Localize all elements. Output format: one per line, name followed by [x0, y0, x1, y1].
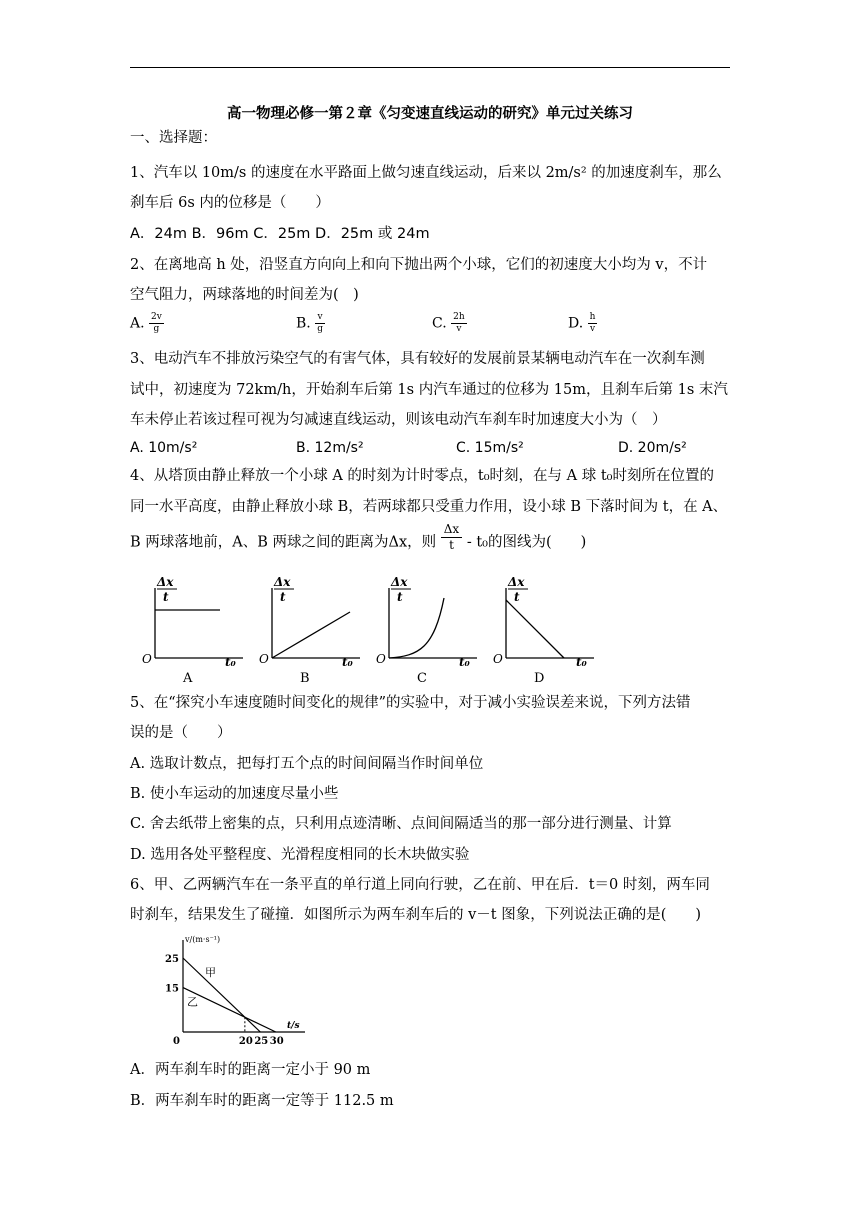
q5-option-b[interactable]: B. 使小车运动的加速度尽量小些	[130, 786, 339, 802]
q3-option-b[interactable]: B. 12m/s²	[296, 440, 364, 456]
option-label: C.	[432, 315, 447, 332]
section-heading: 一、选择题：	[130, 130, 217, 146]
q4-graph-a	[142, 575, 243, 685]
fraction-denominator: g	[153, 324, 160, 334]
q2-option-c[interactable]	[432, 312, 467, 335]
q3-line1: 3、电动汽车不排放污染空气的有害气体，具有较好的发展前景某辆电动汽车在一次刹车测	[130, 351, 705, 367]
x-tick-label: 20	[238, 1036, 253, 1047]
option-label: C	[417, 671, 427, 685]
origin-label: O	[142, 652, 152, 666]
q4-graph-d	[493, 575, 594, 685]
q1-line2: 刹车后 6s 内的位移是（ ）	[130, 195, 330, 211]
fraction-denominator: g	[317, 324, 323, 334]
page-title: 高一物理必修一第２章《匀变速直线运动的研究》单元过关练习	[227, 106, 633, 122]
y-label-denominator: t	[280, 590, 286, 604]
fraction-numerator: h	[589, 312, 596, 322]
x-tick-label: 30	[269, 1036, 284, 1047]
option-label: B	[300, 671, 310, 685]
graph-line-increasing-linear	[272, 612, 350, 658]
series-line-yi	[183, 988, 276, 1032]
q4-line3-post: - t₀的图线为( )	[466, 534, 587, 551]
graph-line-decreasing-linear	[506, 600, 564, 658]
fraction-numerator: Δx	[441, 522, 462, 538]
q6-line1: 6、甲、乙两辆汽车在一条平直的单行道上同向行驶，乙在前、甲在后．t＝0 时刻，两车同	[130, 877, 710, 893]
y-label-numerator: Δx	[391, 575, 408, 589]
fraction-denominator: v	[456, 324, 462, 334]
fraction-denominator: t	[449, 538, 454, 552]
q6-option-b[interactable]: B．两车刹车时的距离一定等于 112.5 m	[130, 1093, 394, 1109]
x-label: t₀	[342, 655, 353, 669]
y-axis-label: v/(m·s⁻¹)	[185, 935, 221, 944]
x-axis-label: t/s	[287, 1021, 300, 1031]
option-label: D.	[568, 315, 584, 332]
q4-graph-c	[376, 575, 477, 685]
fraction-denominator: v	[589, 324, 596, 334]
fraction-numerator: 2h	[453, 312, 465, 322]
q2-line2: 空气阻力，两球落地的时间差为( )	[130, 287, 359, 303]
q6-vt-graph	[155, 930, 315, 1050]
option-label: B.	[296, 315, 311, 332]
q1-line1: 1、汽车以 10m/s 的速度在水平路面上做匀速直线运动，后来以 2m/s² 的加速度刹车，那么	[130, 165, 722, 181]
y-label-numerator: Δx	[508, 575, 525, 589]
y-tick-label: 15	[165, 983, 179, 995]
q1-options: A．24m B．96m C．25m D．25m 或 24m	[130, 226, 430, 242]
y-label-denominator: t	[514, 590, 520, 604]
x-tick-label: 25	[254, 1036, 269, 1047]
q3-option-d[interactable]: D. 20m/s²	[618, 440, 687, 456]
q6-option-a[interactable]: A．两车刹车时的距离一定小于 90 m	[130, 1062, 371, 1078]
q3-option-c[interactable]: C. 15m/s²	[456, 440, 524, 456]
q2-option-a[interactable]	[130, 312, 164, 335]
option-label: A	[183, 671, 193, 685]
q4-graph-b	[259, 575, 360, 685]
q3-line2: 试中，初速度为 72km/h，开始刹车后第 1s 内汽车通过的位移为 15m，且刹车后第 1s 末汽	[130, 382, 728, 398]
q4-line3	[130, 522, 587, 553]
q3-option-a[interactable]: A. 10m/s²	[130, 440, 198, 456]
q5-option-c[interactable]: C. 舍去纸带上密集的点，只利用点迹清晰、点间间隔适当的那一部分进行测量、计算	[130, 816, 672, 832]
y-tick-label: 25	[165, 954, 179, 965]
q5-line1: 5、在“探究小车速度随时间变化的规律”的实验中，对于减小实验误差来说，下列方法错	[130, 695, 691, 711]
y-label-numerator: Δx	[274, 575, 291, 589]
q5-option-d[interactable]: D. 选用各处平整程度、光滑程度相同的长木块做实验	[130, 847, 470, 863]
origin-label: O	[493, 652, 503, 666]
q2-option-b[interactable]	[296, 312, 325, 335]
x-label: t₀	[459, 655, 470, 669]
q2-option-d[interactable]	[568, 312, 597, 335]
origin-label: 0	[173, 1036, 180, 1047]
q5-line2: 误的是（ ）	[130, 725, 232, 741]
y-label-numerator: Δx	[157, 575, 174, 589]
fraction-numerator: 2v	[151, 312, 162, 322]
q4-line1: 4、从塔顶由静止释放一个小球 A 的时刻为计时零点，t₀时刻，在与 A 球 t₀时刻所在位置的	[130, 468, 714, 484]
q6-line2: 时刹车，结果发生了碰撞．如图所示为两车刹车后的 v－t 图象，下列说法正确的是( )	[130, 907, 702, 923]
fraction-numerator: v	[315, 312, 325, 324]
y-label-denominator: t	[397, 590, 403, 604]
option-label: D	[534, 671, 545, 685]
origin-label: O	[259, 652, 269, 666]
series-label: 甲	[205, 965, 216, 979]
graph-line-increasing-curve	[389, 598, 444, 658]
q4-line3-pre: B 两球落地前，A、B 两球之间的距离为Δx，则	[130, 534, 437, 551]
y-label-denominator: t	[163, 590, 169, 604]
origin-label: O	[376, 652, 386, 666]
q3-line3: 车未停止若该过程可视为匀减速直线运动，则该电动汽车刹车时加速度大小为（ ）	[130, 412, 667, 428]
series-label: 乙	[187, 995, 198, 1009]
option-label: A.	[130, 315, 145, 332]
x-label: t₀	[225, 655, 236, 669]
q4-option-graphs	[130, 570, 610, 685]
q5-option-a[interactable]: A. 选取计数点，把每打五个点的时间间隔当作时间单位	[130, 756, 484, 772]
x-label: t₀	[576, 655, 587, 669]
header-rule	[130, 67, 730, 68]
q4-line2: 同一水平高度，由静止释放小球 B，若两球都只受重力作用，设小球 B 下落时间为 t，在 A、	[130, 499, 728, 515]
q2-line1: 2、在离地高 h 处，沿竖直方向向上和向下抛出两个小球，它们的初速度大小均为 v，不计	[130, 257, 708, 273]
